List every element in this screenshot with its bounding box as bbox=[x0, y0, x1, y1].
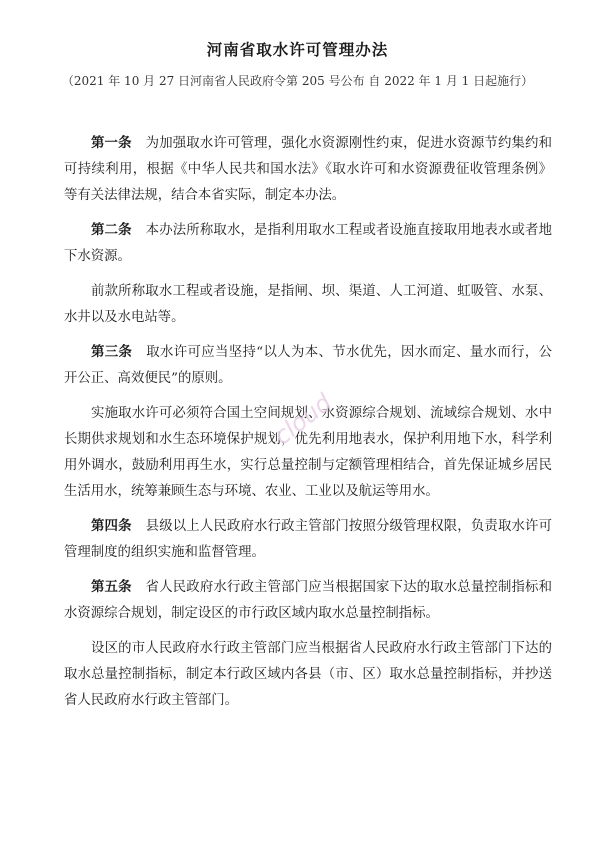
paragraph-text: 设区的市人民政府水行政主管部门应当根据省人民政府水行政主管部门下达的取水总量控制指标，制定本行政区域内各县（市、区）取水总量控制指标，并抄送省人民政府水行政主管部门。 bbox=[64, 641, 552, 708]
paragraph bbox=[64, 279, 552, 331]
paragraph-text: 县级以上人民政府水行政主管部门按照分级管理权限，负责取水许可管理制度的组织实施和监督管理。 bbox=[64, 519, 553, 560]
paragraph-text: 取水许可应当坚持“以人为本、节水优先，因水而定、量水而行，公开公正、高效便民”的原则。 bbox=[64, 345, 553, 386]
paragraph bbox=[64, 575, 552, 627]
paragraph bbox=[64, 131, 552, 209]
paragraph-text: 前款所称取水工程或者设施，是指闸、坝、渠道、人工河道、虹吸管、水泵、水井以及水电站等。 bbox=[64, 284, 552, 325]
paragraph bbox=[64, 218, 552, 270]
document-body bbox=[64, 131, 552, 714]
paragraph-text: 实施取水许可必须符合国土空间规划、水资源综合规划、流域综合规划、水中长期供求规划和水生态环境保护规划，优先利用地表水，保护利用地下水，科学利用外调水，鼓励利用再生水，实行总量控制与定额管理相结合，首先保证城乡居民生活用水，统筹兼顾生态与环境、农业、工业以及航运等用水。 bbox=[64, 406, 552, 499]
article-label: 第一条 bbox=[91, 136, 132, 151]
paragraph-text: 省人民政府水行政主管部门应当根据国家下达的取水总量控制指标和水资源综合规划，制定设区的市行政区域内取水总量控制指标。 bbox=[64, 580, 553, 621]
paragraph bbox=[64, 401, 552, 505]
paragraph bbox=[64, 340, 552, 392]
paragraph-text: 为加强取水许可管理，强化水资源刚性约束，促进水资源节约集约和可持续利用，根据《中华人民共和国水法》《取水许可和水资源费征收管理条例》等有关法律法规，结合本省实际，制定本办法。 bbox=[64, 136, 553, 203]
watermark-text: cloud bbox=[268, 388, 337, 451]
paragraph bbox=[64, 636, 552, 714]
paragraph-text: 本办法所称取水，是指利用取水工程或者设施直接取用地表水或者地下水资源。 bbox=[64, 223, 553, 264]
paragraph bbox=[64, 514, 552, 566]
article-label: 第五条 bbox=[91, 580, 132, 595]
document-subtitle: （2021 年 10 月 27 日河南省人民政府令第 205 号公布 自 2022 年 1 月 1 日起施行） bbox=[61, 74, 534, 88]
article-label: 第二条 bbox=[91, 223, 132, 238]
article-label: 第三条 bbox=[91, 345, 133, 360]
article-label: 第四条 bbox=[91, 519, 132, 534]
document-title: 河南省取水许可管理办法 bbox=[206, 41, 389, 59]
